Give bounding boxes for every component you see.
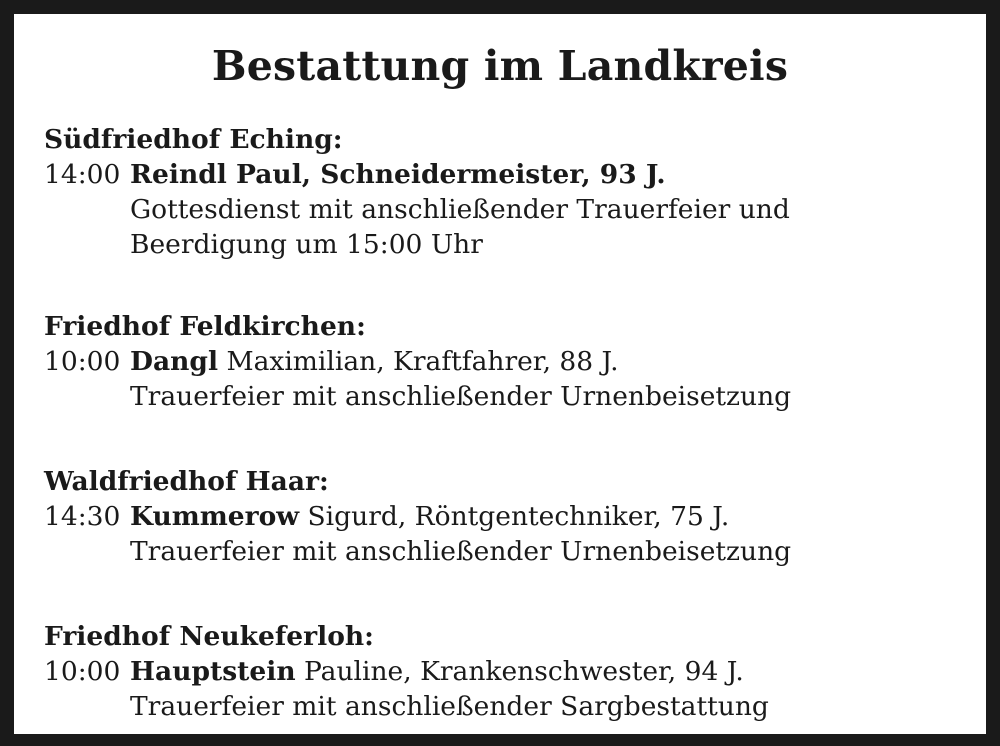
ceremony-detail: Trauerfeier mit anschließender Sargbestattung bbox=[130, 691, 769, 722]
cemetery-section-feldkirchen bbox=[44, 309, 976, 414]
deceased-surname: Kummerow bbox=[130, 501, 300, 532]
cemetery-name: Südfriedhof Eching: bbox=[44, 124, 343, 155]
deceased-details: Sigurd, Röntgentechniker, 75 J. bbox=[299, 501, 730, 532]
ceremony-detail: Trauerfeier mit anschließender Urnenbeisetzung bbox=[130, 381, 792, 412]
ceremony-detail: Gottesdienst mit anschließender Trauerfeier und bbox=[130, 194, 790, 225]
deceased-details: Maximilian, Kraftfahrer, 88 J. bbox=[218, 346, 619, 377]
service-time: 10:00 bbox=[44, 346, 121, 377]
service-time: 14:30 bbox=[44, 501, 121, 532]
burial-entry bbox=[44, 499, 976, 534]
deceased-surname: Dangl bbox=[130, 346, 219, 377]
ceremony-detail: Trauerfeier mit anschließender Urnenbeisetzung bbox=[130, 536, 792, 567]
service-time: 14:00 bbox=[44, 159, 121, 190]
deceased-name: Reindl Paul, Schneidermeister, 93 J. bbox=[130, 159, 666, 190]
ceremony-detail: Beerdigung um 15:00 Uhr bbox=[130, 229, 483, 260]
cemetery-section-haar bbox=[44, 464, 976, 569]
burial-entry bbox=[44, 157, 976, 192]
cemetery-name: Friedhof Neukeferloh: bbox=[44, 621, 374, 652]
deceased-surname: Hauptstein bbox=[130, 656, 296, 687]
cemetery-name: Friedhof Feldkirchen: bbox=[44, 311, 366, 342]
burial-entry bbox=[44, 654, 976, 689]
burial-entry bbox=[44, 344, 976, 379]
cemetery-section-eching bbox=[44, 122, 976, 262]
deceased-details: Pauline, Krankenschwester, 94 J. bbox=[295, 656, 744, 687]
cemetery-section-neukeferloh bbox=[44, 619, 976, 724]
cemetery-name: Waldfriedhof Haar: bbox=[44, 466, 329, 497]
notice-title: Bestattung im Landkreis bbox=[211, 42, 789, 90]
service-time: 10:00 bbox=[44, 656, 121, 687]
